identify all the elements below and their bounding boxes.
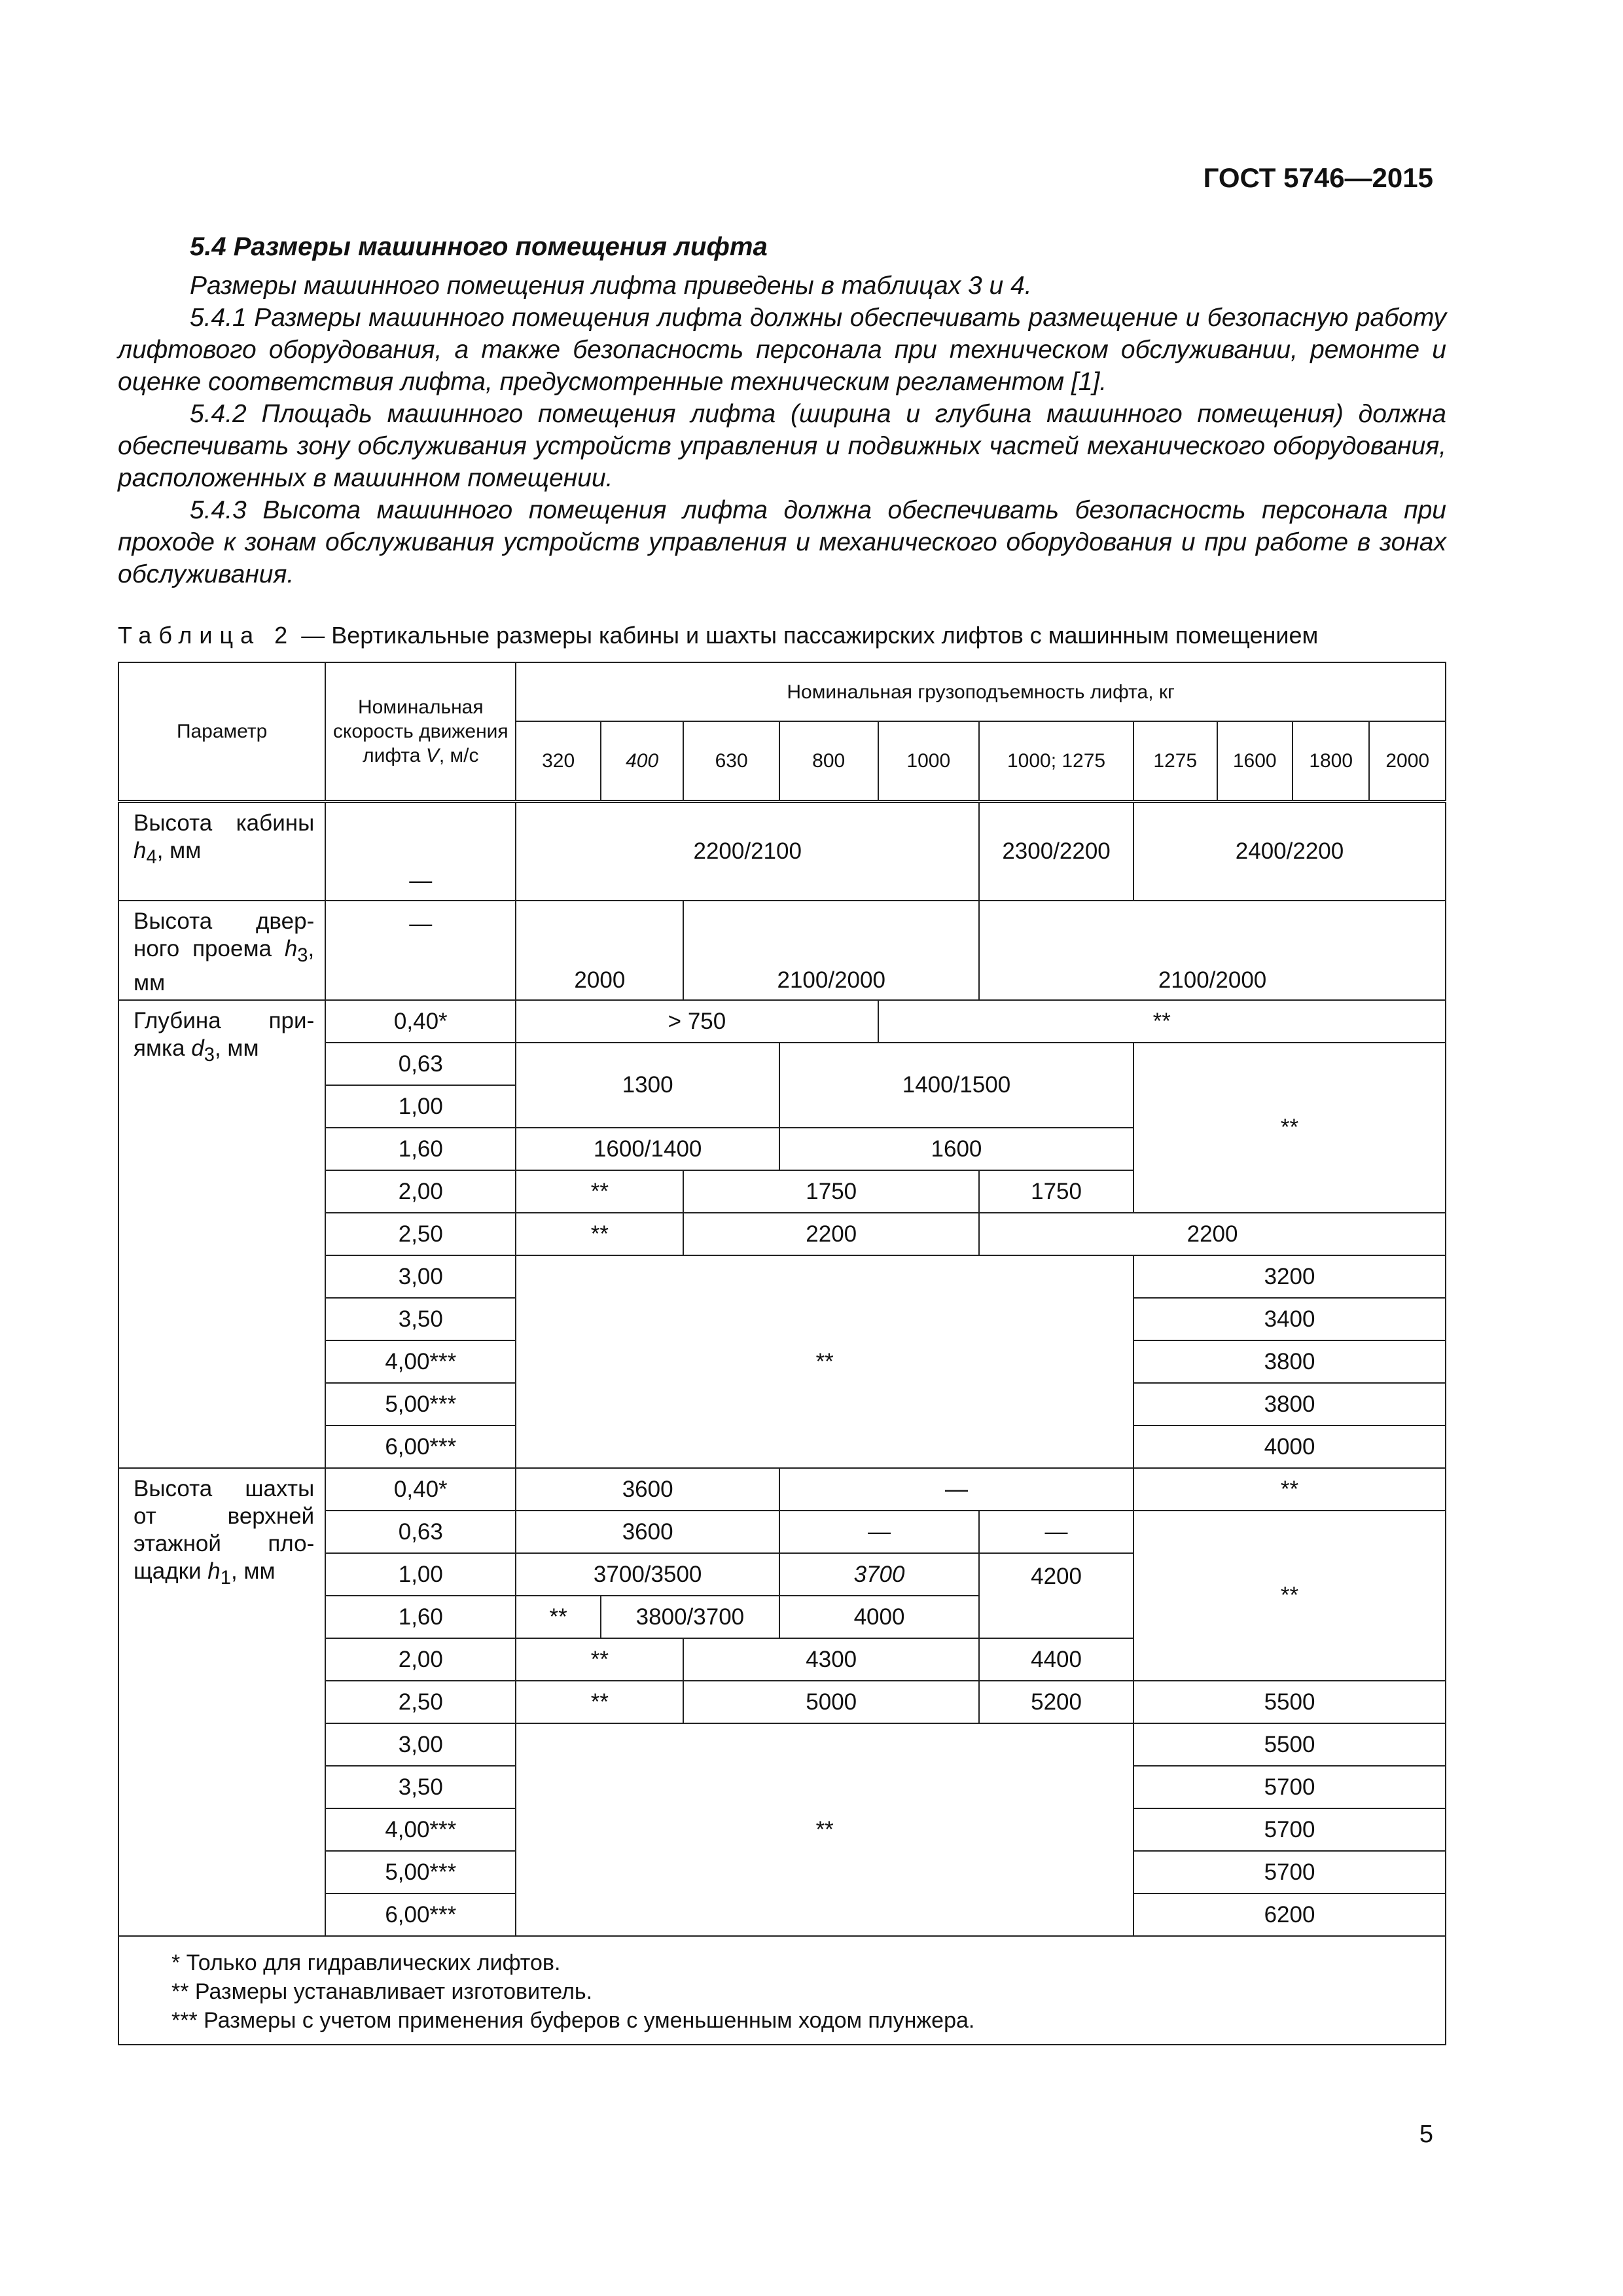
cell-speed: 6,00*** (325, 1893, 516, 1936)
section-body (118, 270, 1446, 590)
cell-speed: 3,50 (325, 1766, 516, 1808)
table-note: *** Размеры с учетом применения буферов с уменьшенным ходом плунжера. (171, 2008, 975, 2033)
cell-value: 1400/1500 (779, 1043, 1133, 1128)
cell-value: > 750 (516, 1000, 878, 1043)
header-load-group: Номинальная грузоподъемность лифта, кг (516, 662, 1446, 721)
cell-value: 1600 (779, 1128, 1133, 1170)
table-caption-label: Таблица 2 (118, 622, 295, 649)
table-note: * Только для гидравлических лифтов. (171, 1950, 561, 1975)
cell-value: ** (516, 1255, 1133, 1468)
cell-value: — (779, 1511, 979, 1553)
cell-value: 3800 (1133, 1340, 1446, 1383)
cell-value: 2200/2100 (516, 801, 979, 901)
cell-value: 1300 (516, 1043, 779, 1128)
row-label-pit-depth: Глубина приямка $d_3$, мм (118, 1000, 325, 1468)
header-speed-var: V (425, 744, 439, 766)
cell-value: 3700 (779, 1553, 979, 1596)
cell-value: 4000 (1133, 1426, 1446, 1468)
row-label-shaft-height: Высота шахты от верхней этажной площадки $h_1$, мм (118, 1468, 325, 1936)
cell-value: ** (516, 1681, 683, 1723)
paragraph: 5.4.2 Площадь машинного помещения лифта (ширина и глубина машинного помещения) должна обеспечивать зону обслуживания устройств управления и подвижных частей механического оборудования, расположенных в машинном помещении. (118, 400, 1446, 492)
cell-speed: 5,00*** (325, 1383, 516, 1426)
cell-speed: 6,00*** (325, 1426, 516, 1468)
header-speed-unit: , м/с (438, 744, 479, 766)
cell-value: 2100/2000 (683, 901, 979, 1000)
header-load: 1275 (1133, 721, 1217, 801)
cell-value: ** (1133, 1511, 1446, 1681)
table-notes (118, 1936, 1446, 2045)
cell-value: ** (516, 1638, 683, 1681)
page-number: 5 (1419, 2121, 1433, 2148)
cell-value: 1750 (683, 1170, 979, 1213)
cell-value: ** (1133, 1468, 1446, 1511)
row-label-door-height: Высота дверного проема $h_3$, мм (118, 901, 325, 1000)
cell-speed: — (325, 901, 516, 1000)
table-note: ** Размеры устанавливает изготовитель. (171, 1979, 593, 2004)
cell-value: 1750 (979, 1170, 1133, 1213)
cell-speed: 0,40* (325, 1468, 516, 1511)
cell-speed: 2,00 (325, 1170, 516, 1213)
cell-value: 4400 (979, 1638, 1133, 1681)
dimensions-table (118, 662, 1446, 2045)
cell-value: 3800 (1133, 1383, 1446, 1426)
cell-value: 5700 (1133, 1766, 1446, 1808)
cell-value: 6200 (1133, 1893, 1446, 1936)
cell-speed: 3,00 (325, 1723, 516, 1766)
cell-value: 5000 (683, 1681, 979, 1723)
cell-value: 3400 (1133, 1298, 1446, 1340)
header-speed (325, 662, 516, 801)
cell-value: ** (878, 1000, 1446, 1043)
header-load: 800 (779, 721, 878, 801)
cell-value: 3700/3500 (516, 1553, 779, 1596)
paragraph: 5.4.3 Высота машинного помещения лифта должна обеспечивать безопасность персонала при проходе к зонам обслуживания устройств управления и механического оборудования и при работе в зонах обслуживания. (118, 496, 1446, 588)
cell-speed: 1,00 (325, 1553, 516, 1596)
cell-value: ** (516, 1596, 601, 1638)
cell-value: 4300 (683, 1638, 979, 1681)
cell-value: 3800/3700 (601, 1596, 779, 1638)
cell-value: 3200 (1133, 1255, 1446, 1298)
cell-speed: 2,50 (325, 1213, 516, 1255)
cell-value: 3600 (516, 1468, 779, 1511)
cell-value: — (979, 1511, 1133, 1553)
header-load: 1600 (1217, 721, 1293, 801)
cell-value: 2000 (516, 901, 683, 1000)
paragraph: Размеры машинного помещения лифта приведены в таблицах 3 и 4. (190, 272, 1032, 300)
cell-value: 2200 (683, 1213, 979, 1255)
cell-value: 2100/2000 (979, 901, 1446, 1000)
cell-value: 4000 (779, 1596, 979, 1638)
cell-value: 3600 (516, 1511, 779, 1553)
cell-value: 5200 (979, 1681, 1133, 1723)
cell-speed: 3,00 (325, 1255, 516, 1298)
header-load: 1800 (1293, 721, 1369, 801)
table-caption-text: — Вертикальные размеры кабины и шахты пассажирских лифтов с машинным помещением (301, 622, 1319, 649)
cell-value: 2300/2200 (979, 801, 1133, 901)
cell-speed: 1,00 (325, 1085, 516, 1128)
header-load: 630 (683, 721, 779, 801)
cell-speed: 3,50 (325, 1298, 516, 1340)
header-load: 2000 (1369, 721, 1446, 801)
cell-value: ** (516, 1723, 1133, 1936)
section-title: 5.4 Размеры машинного помещения лифта (190, 232, 768, 261)
cell-value: 1600/1400 (516, 1128, 779, 1170)
cell-speed: 1,60 (325, 1596, 516, 1638)
header-load: 1000 (878, 721, 980, 801)
cell-speed: 0,63 (325, 1043, 516, 1085)
cell-speed: 4,00*** (325, 1808, 516, 1851)
header-load: 1000; 1275 (979, 721, 1133, 801)
table-caption (118, 622, 1318, 649)
header-load: 320 (516, 721, 601, 801)
cell-speed: 1,60 (325, 1128, 516, 1170)
cell-speed: 2,50 (325, 1681, 516, 1723)
cell-value: ** (1133, 1043, 1446, 1213)
document-code: ГОСТ 5746—2015 (1203, 162, 1433, 193)
cell-value: 2200 (979, 1213, 1446, 1255)
paragraph: 5.4.1 Размеры машинного помещения лифта должны обеспечивать размещение и безопасную работу лифтового оборудования, а также безопасность персонала при техническом обслуживании, ремонте и оценке соответствия лифта, предусмотренные техническим регламентом [1]. (118, 304, 1446, 396)
header-param: Параметр (118, 662, 325, 801)
cell-value: ** (516, 1213, 683, 1255)
cell-speed: 5,00*** (325, 1851, 516, 1893)
cell-speed: 4,00*** (325, 1340, 516, 1383)
cell-value: 2400/2200 (1133, 801, 1446, 901)
header-speed-text: Номинальная скорость движения лифта (332, 696, 508, 766)
cell-value: — (779, 1468, 1133, 1511)
cell-speed: 0,40* (325, 1000, 516, 1043)
cell-value: ** (516, 1170, 683, 1213)
cell-value: 5700 (1133, 1808, 1446, 1851)
cell-value: 5700 (1133, 1851, 1446, 1893)
row-label-cabin-height: Высота кабины $h_4$, мм (118, 801, 325, 901)
cell-speed: — (325, 801, 516, 901)
cell-speed: 0,63 (325, 1511, 516, 1553)
cell-value: 4200 (979, 1553, 1133, 1638)
header-load: 400 (601, 721, 683, 801)
cell-speed: 2,00 (325, 1638, 516, 1681)
cell-value: 5500 (1133, 1723, 1446, 1766)
cell-value: 5500 (1133, 1681, 1446, 1723)
